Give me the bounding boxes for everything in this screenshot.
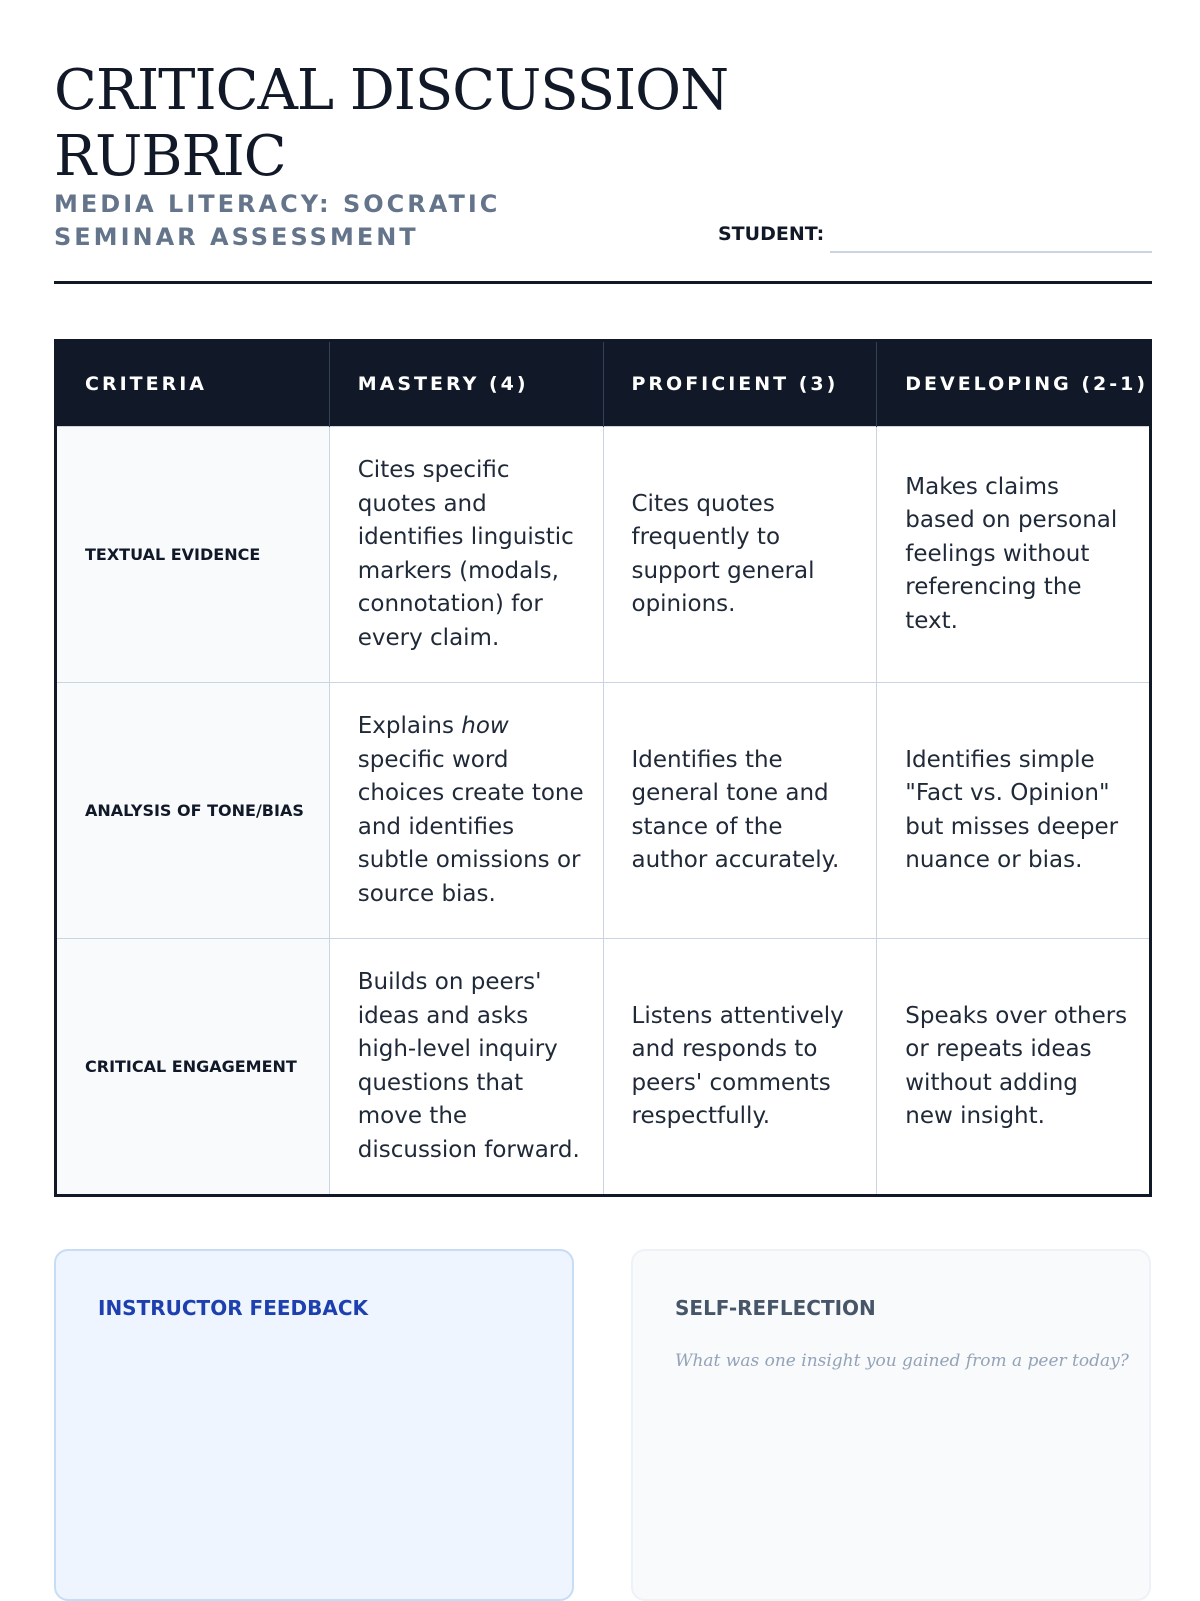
self-reflection-box[interactable] — [631, 1249, 1151, 1601]
proficient-cell: Cites quotes frequently to support general opinions. — [603, 427, 877, 683]
table-header-row — [56, 341, 1151, 427]
self-reflection-prompt: What was one insight you gained from a peer today? — [675, 1351, 1129, 1371]
header-divider — [54, 281, 1152, 284]
rubric-table — [54, 339, 1152, 1197]
table-row — [56, 939, 1151, 1196]
developing-cell: Makes claims based on personal feelings without referencing the text. — [877, 427, 1151, 683]
mastery-cell: Builds on peers' ideas and asks high-level inquiry questions that move the discussion forward. — [329, 939, 603, 1196]
self-reflection-title: SELF-REFLECTION — [675, 1296, 876, 1320]
student-label: STUDENT: — [718, 223, 825, 245]
proficient-cell: Identifies the general tone and stance of the author accurately. — [603, 683, 877, 939]
mastery-cell — [329, 683, 603, 939]
instructor-feedback-title: INSTRUCTOR FEEDBACK — [98, 1296, 369, 1320]
column-header-criteria: CRITERIA — [56, 341, 330, 427]
developing-cell: Identifies simple "Fact vs. Opinion" but misses deeper nuance or bias. — [877, 683, 1151, 939]
developing-cell: Speaks over others or repeats ideas without adding new insight. — [877, 939, 1151, 1196]
criterion-cell: TEXTUAL EVIDENCE — [56, 427, 330, 683]
mastery-cell: Cites specific quotes and identifies linguistic markers (modals, connotation) for every claim. — [329, 427, 603, 683]
mastery-text-emphasis: how — [461, 713, 509, 739]
rubric-page — [54, 0, 1152, 1600]
column-header-developing: DEVELOPING (2-1) — [877, 341, 1151, 427]
criterion-cell: CRITICAL ENGAGEMENT — [56, 939, 330, 1196]
column-header-proficient: PROFICIENT (3) — [603, 341, 877, 427]
student-name-field[interactable] — [830, 251, 1152, 253]
proficient-cell: Listens attentively and responds to peers' comments respectfully. — [603, 939, 877, 1196]
instructor-feedback-box[interactable] — [54, 1249, 574, 1601]
page-subtitle: MEDIA LITERACY: SOCRATIC SEMINAR ASSESSMENT — [54, 190, 501, 251]
column-header-mastery: MASTERY (4) — [329, 341, 603, 427]
mastery-text-prefix: Explains — [357, 713, 454, 739]
table-row — [56, 683, 1151, 939]
page-title: CRITICAL DISCUSSION RUBRIC — [54, 58, 729, 189]
table-row — [56, 427, 1151, 683]
mastery-text-rest: specific word choices create tone and identifies subtle omissions or source bias. — [357, 746, 584, 907]
criterion-cell: ANALYSIS OF TONE/BIAS — [56, 683, 330, 939]
